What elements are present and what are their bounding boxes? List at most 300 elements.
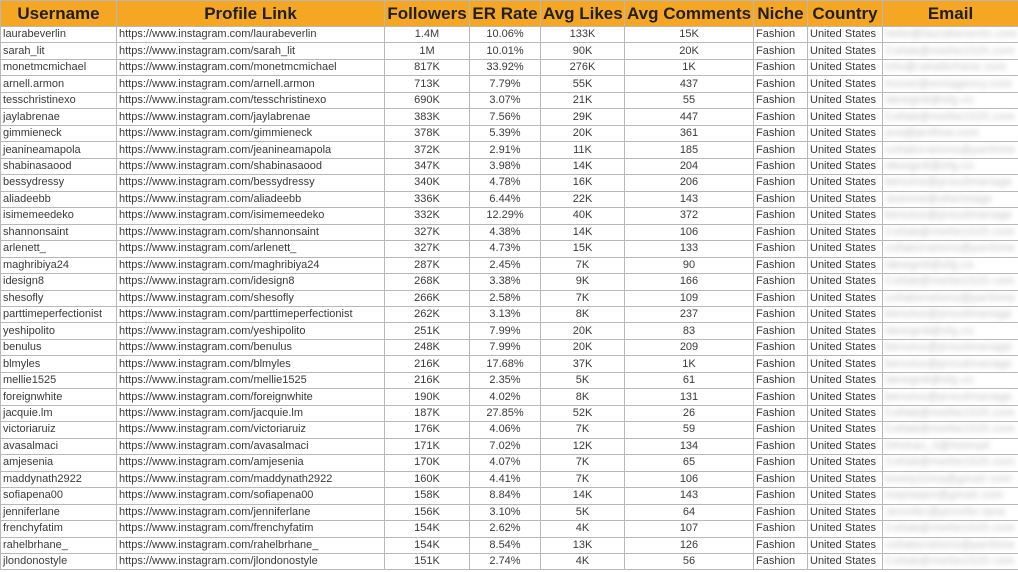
country-cell[interactable]: United States bbox=[808, 356, 883, 372]
table-row[interactable] bbox=[1, 339, 1018, 355]
comments-cell[interactable]: 131 bbox=[625, 389, 754, 405]
table-row[interactable] bbox=[1, 76, 1018, 92]
country-cell[interactable]: United States bbox=[808, 191, 883, 207]
followers-cell[interactable]: 171K bbox=[385, 438, 470, 454]
link-cell[interactable]: https://www.instagram.com/bessydressy bbox=[117, 175, 385, 191]
username-cell[interactable]: tesschristinexo bbox=[1, 92, 117, 108]
link-cell[interactable]: https://www.instagram.com/avasalmaci bbox=[117, 438, 385, 454]
followers-cell[interactable]: 176K bbox=[385, 422, 470, 438]
followers-cell[interactable]: 378K bbox=[385, 125, 470, 141]
followers-cell[interactable]: 340K bbox=[385, 175, 470, 191]
link-cell[interactable]: https://www.instagram.com/gimmieneck bbox=[117, 125, 385, 141]
niche-cell[interactable]: Fashion bbox=[754, 257, 808, 273]
er-cell[interactable]: 7.99% bbox=[470, 339, 541, 355]
table-row[interactable] bbox=[1, 323, 1018, 339]
followers-cell[interactable]: 287K bbox=[385, 257, 470, 273]
country-cell[interactable]: United States bbox=[808, 455, 883, 471]
er-cell[interactable]: 3.98% bbox=[470, 158, 541, 174]
niche-cell[interactable]: Fashion bbox=[754, 438, 808, 454]
followers-cell[interactable]: 332K bbox=[385, 208, 470, 224]
er-cell[interactable]: 2.58% bbox=[470, 290, 541, 306]
email-cell[interactable] bbox=[883, 290, 1018, 306]
link-cell[interactable]: https://www.instagram.com/jlondonostyle bbox=[117, 554, 385, 570]
comments-cell[interactable]: 56 bbox=[625, 554, 754, 570]
email-cell[interactable] bbox=[883, 306, 1018, 322]
likes-cell[interactable]: 14K bbox=[541, 224, 625, 240]
likes-cell[interactable]: 13K bbox=[541, 537, 625, 553]
country-cell[interactable]: United States bbox=[808, 372, 883, 388]
niche-cell[interactable]: Fashion bbox=[754, 537, 808, 553]
comments-cell[interactable]: 134 bbox=[625, 438, 754, 454]
er-cell[interactable]: 7.79% bbox=[470, 76, 541, 92]
er-cell[interactable]: 10.06% bbox=[470, 27, 541, 43]
link-cell[interactable]: https://www.instagram.com/idesign8 bbox=[117, 274, 385, 290]
er-cell[interactable]: 3.38% bbox=[470, 274, 541, 290]
country-cell[interactable]: United States bbox=[808, 76, 883, 92]
email-cell[interactable] bbox=[883, 224, 1018, 240]
country-cell[interactable]: United States bbox=[808, 422, 883, 438]
email-cell[interactable] bbox=[883, 554, 1018, 570]
country-cell[interactable]: United States bbox=[808, 175, 883, 191]
likes-cell[interactable]: 11K bbox=[541, 142, 625, 158]
likes-cell[interactable]: 21K bbox=[541, 92, 625, 108]
er-cell[interactable]: 7.99% bbox=[470, 323, 541, 339]
comments-cell[interactable]: 61 bbox=[625, 372, 754, 388]
email-cell[interactable] bbox=[883, 339, 1018, 355]
country-cell[interactable]: United States bbox=[808, 274, 883, 290]
niche-cell[interactable]: Fashion bbox=[754, 356, 808, 372]
table-row[interactable] bbox=[1, 158, 1018, 174]
link-cell[interactable]: https://www.instagram.com/laurabeverlin bbox=[117, 27, 385, 43]
er-cell[interactable]: 2.62% bbox=[470, 521, 541, 537]
username-cell[interactable]: rahelbrhane_ bbox=[1, 537, 117, 553]
er-cell[interactable]: 2.45% bbox=[470, 257, 541, 273]
comments-cell[interactable]: 133 bbox=[625, 241, 754, 257]
likes-cell[interactable]: 16K bbox=[541, 175, 625, 191]
table-row[interactable] bbox=[1, 274, 1018, 290]
likes-cell[interactable]: 7K bbox=[541, 290, 625, 306]
er-cell[interactable]: 4.06% bbox=[470, 422, 541, 438]
likes-cell[interactable]: 20K bbox=[541, 125, 625, 141]
comments-cell[interactable]: 143 bbox=[625, 191, 754, 207]
likes-cell[interactable]: 15K bbox=[541, 241, 625, 257]
email-cell[interactable] bbox=[883, 59, 1018, 75]
likes-cell[interactable]: 9K bbox=[541, 274, 625, 290]
niche-cell[interactable]: Fashion bbox=[754, 323, 808, 339]
comments-cell[interactable]: 106 bbox=[625, 224, 754, 240]
username-cell[interactable]: sofiapena00 bbox=[1, 488, 117, 504]
er-cell[interactable]: 7.02% bbox=[470, 438, 541, 454]
followers-cell[interactable]: 160K bbox=[385, 471, 470, 487]
likes-cell[interactable]: 90K bbox=[541, 43, 625, 59]
table-row[interactable] bbox=[1, 109, 1018, 125]
table-row[interactable] bbox=[1, 389, 1018, 405]
followers-cell[interactable]: 1M bbox=[385, 43, 470, 59]
comments-cell[interactable]: 55 bbox=[625, 92, 754, 108]
likes-cell[interactable]: 133K bbox=[541, 27, 625, 43]
comments-cell[interactable]: 65 bbox=[625, 455, 754, 471]
niche-cell[interactable]: Fashion bbox=[754, 274, 808, 290]
table-row[interactable] bbox=[1, 372, 1018, 388]
er-cell[interactable]: 7.56% bbox=[470, 109, 541, 125]
link-cell[interactable]: https://www.instagram.com/frenchyfatim bbox=[117, 521, 385, 537]
country-cell[interactable]: United States bbox=[808, 158, 883, 174]
email-cell[interactable] bbox=[883, 208, 1018, 224]
table-row[interactable] bbox=[1, 142, 1018, 158]
comments-cell[interactable]: 26 bbox=[625, 405, 754, 421]
likes-cell[interactable]: 14K bbox=[541, 488, 625, 504]
email-cell[interactable] bbox=[883, 274, 1018, 290]
er-cell[interactable]: 27.85% bbox=[470, 405, 541, 421]
er-cell[interactable]: 4.02% bbox=[470, 389, 541, 405]
email-cell[interactable] bbox=[883, 504, 1018, 520]
er-cell[interactable]: 2.35% bbox=[470, 372, 541, 388]
followers-cell[interactable]: 817K bbox=[385, 59, 470, 75]
link-cell[interactable]: https://www.instagram.com/foreignwhite bbox=[117, 389, 385, 405]
table-row[interactable] bbox=[1, 488, 1018, 504]
table-row[interactable] bbox=[1, 290, 1018, 306]
country-cell[interactable]: United States bbox=[808, 208, 883, 224]
niche-cell[interactable]: Fashion bbox=[754, 175, 808, 191]
link-cell[interactable]: https://www.instagram.com/arlenett_ bbox=[117, 241, 385, 257]
email-cell[interactable] bbox=[883, 372, 1018, 388]
country-cell[interactable]: United States bbox=[808, 405, 883, 421]
likes-cell[interactable]: 29K bbox=[541, 109, 625, 125]
er-cell[interactable]: 5.39% bbox=[470, 125, 541, 141]
likes-cell[interactable]: 4K bbox=[541, 521, 625, 537]
country-cell[interactable]: United States bbox=[808, 109, 883, 125]
link-cell[interactable]: https://www.instagram.com/aliadeebb bbox=[117, 191, 385, 207]
comments-cell[interactable]: 185 bbox=[625, 142, 754, 158]
er-cell[interactable]: 6.44% bbox=[470, 191, 541, 207]
followers-cell[interactable]: 336K bbox=[385, 191, 470, 207]
email-cell[interactable] bbox=[883, 76, 1018, 92]
country-cell[interactable]: United States bbox=[808, 323, 883, 339]
email-cell[interactable] bbox=[883, 521, 1018, 537]
er-cell[interactable]: 2.91% bbox=[470, 142, 541, 158]
column-header-avg-comments[interactable]: Avg Comments bbox=[625, 1, 754, 27]
niche-cell[interactable]: Fashion bbox=[754, 191, 808, 207]
followers-cell[interactable]: 158K bbox=[385, 488, 470, 504]
niche-cell[interactable]: Fashion bbox=[754, 422, 808, 438]
niche-cell[interactable]: Fashion bbox=[754, 43, 808, 59]
country-cell[interactable]: United States bbox=[808, 290, 883, 306]
table-row[interactable] bbox=[1, 471, 1018, 487]
niche-cell[interactable]: Fashion bbox=[754, 389, 808, 405]
followers-cell[interactable]: 327K bbox=[385, 224, 470, 240]
email-cell[interactable] bbox=[883, 488, 1018, 504]
link-cell[interactable]: https://www.instagram.com/rahelbrhane_ bbox=[117, 537, 385, 553]
comments-cell[interactable]: 1K bbox=[625, 59, 754, 75]
comments-cell[interactable]: 83 bbox=[625, 323, 754, 339]
username-cell[interactable]: avasalmaci bbox=[1, 438, 117, 454]
link-cell[interactable]: https://www.instagram.com/isimemeedeko bbox=[117, 208, 385, 224]
likes-cell[interactable]: 8K bbox=[541, 389, 625, 405]
email-cell[interactable] bbox=[883, 191, 1018, 207]
er-cell[interactable]: 3.07% bbox=[470, 92, 541, 108]
er-cell[interactable]: 12.29% bbox=[470, 208, 541, 224]
username-cell[interactable]: idesign8 bbox=[1, 274, 117, 290]
likes-cell[interactable]: 22K bbox=[541, 191, 625, 207]
email-cell[interactable] bbox=[883, 158, 1018, 174]
column-header-er-rate[interactable]: ER Rate bbox=[470, 1, 541, 27]
link-cell[interactable]: https://www.instagram.com/tesschristinexo bbox=[117, 92, 385, 108]
comments-cell[interactable]: 1K bbox=[625, 356, 754, 372]
followers-cell[interactable]: 266K bbox=[385, 290, 470, 306]
niche-cell[interactable]: Fashion bbox=[754, 27, 808, 43]
country-cell[interactable]: United States bbox=[808, 389, 883, 405]
username-cell[interactable]: victoriaruiz bbox=[1, 422, 117, 438]
country-cell[interactable]: United States bbox=[808, 537, 883, 553]
link-cell[interactable]: https://www.instagram.com/jeanineamapola bbox=[117, 142, 385, 158]
niche-cell[interactable]: Fashion bbox=[754, 59, 808, 75]
column-header-country[interactable]: Country bbox=[808, 1, 883, 27]
comments-cell[interactable]: 20K bbox=[625, 43, 754, 59]
link-cell[interactable]: https://www.instagram.com/maddynath2922 bbox=[117, 471, 385, 487]
followers-cell[interactable]: 190K bbox=[385, 389, 470, 405]
likes-cell[interactable]: 52K bbox=[541, 405, 625, 421]
link-cell[interactable]: https://www.instagram.com/maghribiya24 bbox=[117, 257, 385, 273]
likes-cell[interactable]: 4K bbox=[541, 554, 625, 570]
table-row[interactable] bbox=[1, 356, 1018, 372]
username-cell[interactable]: blmyles bbox=[1, 356, 117, 372]
comments-cell[interactable]: 15K bbox=[625, 27, 754, 43]
niche-cell[interactable]: Fashion bbox=[754, 125, 808, 141]
country-cell[interactable]: United States bbox=[808, 241, 883, 257]
niche-cell[interactable]: Fashion bbox=[754, 372, 808, 388]
country-cell[interactable]: United States bbox=[808, 142, 883, 158]
niche-cell[interactable]: Fashion bbox=[754, 224, 808, 240]
likes-cell[interactable]: 5K bbox=[541, 504, 625, 520]
table-row[interactable] bbox=[1, 521, 1018, 537]
followers-cell[interactable]: 327K bbox=[385, 241, 470, 257]
likes-cell[interactable]: 20K bbox=[541, 339, 625, 355]
username-cell[interactable]: jenniferlane bbox=[1, 504, 117, 520]
column-header-email[interactable]: Email bbox=[883, 1, 1018, 27]
country-cell[interactable]: United States bbox=[808, 438, 883, 454]
likes-cell[interactable]: 37K bbox=[541, 356, 625, 372]
niche-cell[interactable]: Fashion bbox=[754, 504, 808, 520]
username-cell[interactable]: shesofly bbox=[1, 290, 117, 306]
link-cell[interactable]: https://www.instagram.com/benulus bbox=[117, 339, 385, 355]
link-cell[interactable]: https://www.instagram.com/sarah_lit bbox=[117, 43, 385, 59]
link-cell[interactable]: https://www.instagram.com/sofiapena00 bbox=[117, 488, 385, 504]
column-header-followers[interactable]: Followers bbox=[385, 1, 470, 27]
followers-cell[interactable]: 170K bbox=[385, 455, 470, 471]
er-cell[interactable]: 10.01% bbox=[470, 43, 541, 59]
username-cell[interactable]: benulus bbox=[1, 339, 117, 355]
country-cell[interactable]: United States bbox=[808, 257, 883, 273]
followers-cell[interactable]: 690K bbox=[385, 92, 470, 108]
link-cell[interactable]: https://www.instagram.com/arnell.armon bbox=[117, 76, 385, 92]
table-row[interactable] bbox=[1, 59, 1018, 75]
country-cell[interactable]: United States bbox=[808, 43, 883, 59]
link-cell[interactable]: https://www.instagram.com/blmyles bbox=[117, 356, 385, 372]
table-row[interactable] bbox=[1, 208, 1018, 224]
username-cell[interactable]: shabinasaood bbox=[1, 158, 117, 174]
country-cell[interactable]: United States bbox=[808, 92, 883, 108]
niche-cell[interactable]: Fashion bbox=[754, 306, 808, 322]
country-cell[interactable]: United States bbox=[808, 125, 883, 141]
table-row[interactable] bbox=[1, 257, 1018, 273]
comments-cell[interactable]: 64 bbox=[625, 504, 754, 520]
email-cell[interactable] bbox=[883, 455, 1018, 471]
table-row[interactable] bbox=[1, 125, 1018, 141]
niche-cell[interactable]: Fashion bbox=[754, 554, 808, 570]
table-row[interactable] bbox=[1, 175, 1018, 191]
er-cell[interactable]: 8.54% bbox=[470, 537, 541, 553]
comments-cell[interactable]: 166 bbox=[625, 274, 754, 290]
email-cell[interactable] bbox=[883, 438, 1018, 454]
followers-cell[interactable]: 262K bbox=[385, 306, 470, 322]
link-cell[interactable]: https://www.instagram.com/parttimeperfectionist bbox=[117, 306, 385, 322]
er-cell[interactable]: 4.07% bbox=[470, 455, 541, 471]
likes-cell[interactable]: 7K bbox=[541, 422, 625, 438]
er-cell[interactable]: 3.13% bbox=[470, 306, 541, 322]
followers-cell[interactable]: 156K bbox=[385, 504, 470, 520]
followers-cell[interactable]: 383K bbox=[385, 109, 470, 125]
table-row[interactable] bbox=[1, 306, 1018, 322]
followers-cell[interactable]: 347K bbox=[385, 158, 470, 174]
followers-cell[interactable]: 1.4M bbox=[385, 27, 470, 43]
followers-cell[interactable]: 248K bbox=[385, 339, 470, 355]
country-cell[interactable]: United States bbox=[808, 521, 883, 537]
table-row[interactable] bbox=[1, 422, 1018, 438]
table-row[interactable] bbox=[1, 92, 1018, 108]
table-row[interactable] bbox=[1, 554, 1018, 570]
username-cell[interactable]: mellie1525 bbox=[1, 372, 117, 388]
email-cell[interactable] bbox=[883, 142, 1018, 158]
niche-cell[interactable]: Fashion bbox=[754, 339, 808, 355]
followers-cell[interactable]: 251K bbox=[385, 323, 470, 339]
niche-cell[interactable]: Fashion bbox=[754, 76, 808, 92]
likes-cell[interactable]: 7K bbox=[541, 257, 625, 273]
likes-cell[interactable]: 14K bbox=[541, 158, 625, 174]
table-row[interactable] bbox=[1, 241, 1018, 257]
username-cell[interactable]: sarah_lit bbox=[1, 43, 117, 59]
email-cell[interactable] bbox=[883, 257, 1018, 273]
comments-cell[interactable]: 447 bbox=[625, 109, 754, 125]
email-cell[interactable] bbox=[883, 422, 1018, 438]
comments-cell[interactable]: 237 bbox=[625, 306, 754, 322]
country-cell[interactable]: United States bbox=[808, 306, 883, 322]
link-cell[interactable]: https://www.instagram.com/victoriaruiz bbox=[117, 422, 385, 438]
link-cell[interactable]: https://www.instagram.com/shesofly bbox=[117, 290, 385, 306]
niche-cell[interactable]: Fashion bbox=[754, 521, 808, 537]
table-row[interactable] bbox=[1, 224, 1018, 240]
email-cell[interactable] bbox=[883, 241, 1018, 257]
country-cell[interactable]: United States bbox=[808, 27, 883, 43]
link-cell[interactable]: https://www.instagram.com/shannonsaint bbox=[117, 224, 385, 240]
comments-cell[interactable]: 204 bbox=[625, 158, 754, 174]
username-cell[interactable]: jeanineamapola bbox=[1, 142, 117, 158]
username-cell[interactable]: aliadeebb bbox=[1, 191, 117, 207]
er-cell[interactable]: 2.74% bbox=[470, 554, 541, 570]
table-row[interactable] bbox=[1, 27, 1018, 43]
country-cell[interactable]: United States bbox=[808, 471, 883, 487]
column-header-profile-link[interactable]: Profile Link bbox=[117, 1, 385, 27]
email-cell[interactable] bbox=[883, 537, 1018, 553]
table-row[interactable] bbox=[1, 455, 1018, 471]
username-cell[interactable]: jacquie.lm bbox=[1, 405, 117, 421]
username-cell[interactable]: arnell.armon bbox=[1, 76, 117, 92]
comments-cell[interactable]: 107 bbox=[625, 521, 754, 537]
username-cell[interactable]: arlenett_ bbox=[1, 241, 117, 257]
table-row[interactable] bbox=[1, 537, 1018, 553]
email-cell[interactable] bbox=[883, 125, 1018, 141]
niche-cell[interactable]: Fashion bbox=[754, 405, 808, 421]
followers-cell[interactable]: 216K bbox=[385, 372, 470, 388]
username-cell[interactable]: isimemeedeko bbox=[1, 208, 117, 224]
country-cell[interactable]: United States bbox=[808, 339, 883, 355]
niche-cell[interactable]: Fashion bbox=[754, 109, 808, 125]
comments-cell[interactable]: 126 bbox=[625, 537, 754, 553]
er-cell[interactable]: 8.84% bbox=[470, 488, 541, 504]
column-header-username[interactable]: Username bbox=[1, 1, 117, 27]
likes-cell[interactable]: 5K bbox=[541, 372, 625, 388]
comments-cell[interactable]: 437 bbox=[625, 76, 754, 92]
country-cell[interactable]: United States bbox=[808, 554, 883, 570]
likes-cell[interactable]: 40K bbox=[541, 208, 625, 224]
niche-cell[interactable]: Fashion bbox=[754, 241, 808, 257]
comments-cell[interactable]: 372 bbox=[625, 208, 754, 224]
comments-cell[interactable]: 106 bbox=[625, 471, 754, 487]
er-cell[interactable]: 4.41% bbox=[470, 471, 541, 487]
username-cell[interactable]: maghribiya24 bbox=[1, 257, 117, 273]
email-cell[interactable] bbox=[883, 27, 1018, 43]
niche-cell[interactable]: Fashion bbox=[754, 488, 808, 504]
country-cell[interactable]: United States bbox=[808, 224, 883, 240]
comments-cell[interactable]: 209 bbox=[625, 339, 754, 355]
er-cell[interactable]: 17.68% bbox=[470, 356, 541, 372]
comments-cell[interactable]: 59 bbox=[625, 422, 754, 438]
username-cell[interactable]: jlondonostyle bbox=[1, 554, 117, 570]
email-cell[interactable] bbox=[883, 92, 1018, 108]
followers-cell[interactable]: 372K bbox=[385, 142, 470, 158]
username-cell[interactable]: laurabeverlin bbox=[1, 27, 117, 43]
comments-cell[interactable]: 361 bbox=[625, 125, 754, 141]
email-cell[interactable] bbox=[883, 109, 1018, 125]
email-cell[interactable] bbox=[883, 471, 1018, 487]
er-cell[interactable]: 4.38% bbox=[470, 224, 541, 240]
username-cell[interactable]: gimmieneck bbox=[1, 125, 117, 141]
er-cell[interactable]: 4.78% bbox=[470, 175, 541, 191]
username-cell[interactable]: foreignwhite bbox=[1, 389, 117, 405]
username-cell[interactable]: amjesenia bbox=[1, 455, 117, 471]
link-cell[interactable]: https://www.instagram.com/monetmcmichael bbox=[117, 59, 385, 75]
email-cell[interactable] bbox=[883, 405, 1018, 421]
niche-cell[interactable]: Fashion bbox=[754, 92, 808, 108]
username-cell[interactable]: monetmcmichael bbox=[1, 59, 117, 75]
table-row[interactable] bbox=[1, 438, 1018, 454]
table-row[interactable] bbox=[1, 43, 1018, 59]
email-cell[interactable] bbox=[883, 356, 1018, 372]
table-row[interactable] bbox=[1, 504, 1018, 520]
country-cell[interactable]: United States bbox=[808, 488, 883, 504]
niche-cell[interactable]: Fashion bbox=[754, 455, 808, 471]
username-cell[interactable]: bessydressy bbox=[1, 175, 117, 191]
email-cell[interactable] bbox=[883, 175, 1018, 191]
comments-cell[interactable]: 90 bbox=[625, 257, 754, 273]
er-cell[interactable]: 3.10% bbox=[470, 504, 541, 520]
table-row[interactable] bbox=[1, 191, 1018, 207]
country-cell[interactable]: United States bbox=[808, 59, 883, 75]
likes-cell[interactable]: 8K bbox=[541, 306, 625, 322]
followers-cell[interactable]: 713K bbox=[385, 76, 470, 92]
niche-cell[interactable]: Fashion bbox=[754, 142, 808, 158]
column-header-niche[interactable]: Niche bbox=[754, 1, 808, 27]
followers-cell[interactable]: 268K bbox=[385, 274, 470, 290]
